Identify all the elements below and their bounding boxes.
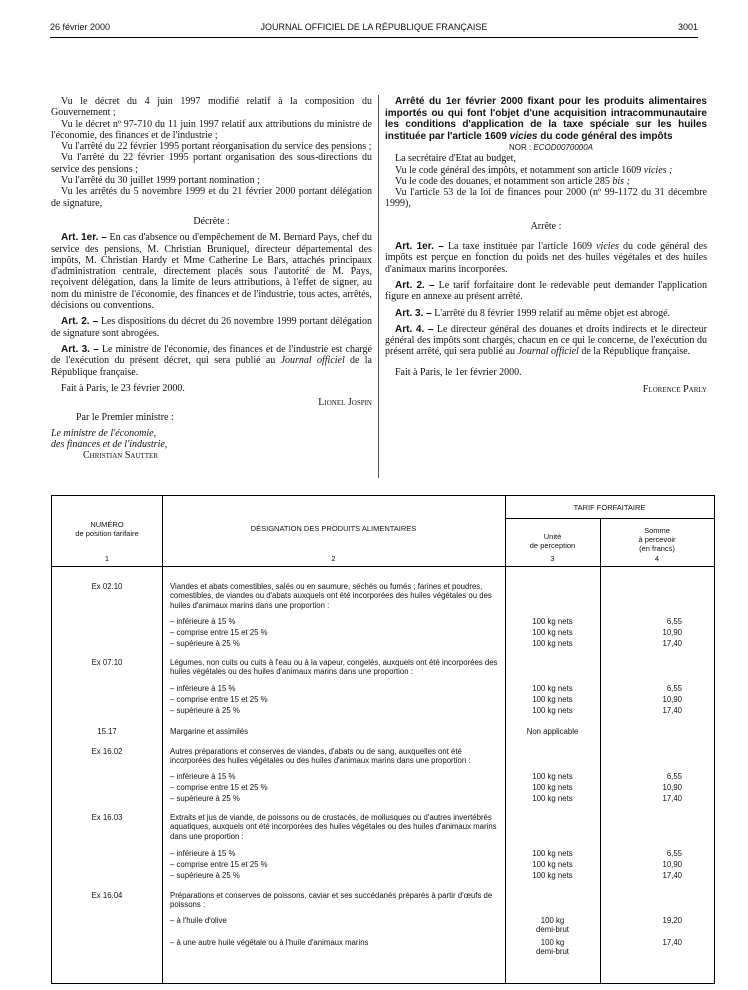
article-3 (51, 344, 372, 378)
unit: 100 kg nets (532, 639, 573, 648)
row-inf: – inférieure à 15 % (170, 772, 236, 781)
unit: 100 kg nets (532, 695, 573, 704)
intro: La secrétaire d'Etat au budget, (395, 153, 516, 165)
row-sup: – supérieure à 25 % (170, 706, 240, 715)
article-text: L'arrêté du 8 février 1999 relatif au même objet est abrogé. (434, 307, 671, 319)
signature-premier-ministre: Lionel Jospin (318, 397, 372, 409)
unit: 100 kg nets (532, 684, 573, 693)
table-hline (505, 518, 714, 519)
fait-a-paris: Fait à Paris, le 23 février 2000. (61, 382, 185, 394)
product-designation: Margarine et assimilés (170, 727, 248, 736)
table-vline (600, 496, 601, 983)
product-designation: Préparations et conserves de poissons, caviar et ses succédanés préparés à partir d'œufs de poissons : (170, 891, 493, 910)
row-autre: – à une autre huile végétale ou à l'huile d'animaux marins (170, 938, 369, 947)
table-header-rule (52, 566, 714, 567)
unit: 100 kg nets (532, 871, 573, 880)
row-sup: – supérieure à 25 % (170, 794, 240, 803)
visa: Vu le décret du 4 juin 1997 modifié relatif à la composition du Gouvernement ; (51, 96, 372, 119)
article-text: Le tarif forfaitaire dont le redevable peut demander l'application figure en annexe au présent arrêté. (385, 279, 708, 303)
article-label: Art. 1er. – (395, 241, 444, 253)
arrete-heading: Arrête : (530, 220, 562, 232)
article-label: Art. 2. – (395, 279, 435, 291)
unit (505, 916, 600, 935)
visa: Vu le décret nº 97-710 du 11 juin 1997 relatif aux attributions du ministre de l'économie, des finances et de l'industrie ; (51, 118, 372, 141)
visa-text: Vu le code des douanes, et notamment son article 285 (395, 175, 613, 187)
header-text: à percevoir (638, 535, 676, 544)
amount: 6,55 (666, 617, 682, 626)
col-number-3: 3 (550, 554, 555, 563)
decrete-heading: Décrète : (193, 215, 230, 227)
header-rule (50, 37, 698, 38)
article-4 (385, 324, 707, 358)
unit (505, 938, 600, 957)
right-column (385, 96, 707, 395)
row-sup: – supérieure à 25 % (170, 639, 240, 648)
left-column (51, 96, 372, 462)
journal-name: Journal officiel (517, 346, 579, 358)
row-sup: – supérieure à 25 % (170, 871, 240, 880)
row-olive: – à l'huile d'olive (170, 916, 227, 925)
article-label: Art. 2. – (61, 316, 99, 328)
header-tarif: TARIF FORFAITAIRE (573, 503, 646, 512)
article-text: En cas d'absence ou d'empêchement de M. Bernard Pays, chef du service des pensions, M. Christian Bruniquel, directeur départemental des impôts, M. Christian Hardy et Mme Catherine Le Bars, attachés principaux d'administration centrale, directement placés sous l'autorité de M. Pays, reçoivent délégation, dans la limite de leurs attributions, à l'effet de signer, au nom du ministre de l'économie, des finances et de l'industrie, tous actes, arrêtés, décisions ou conventions. (51, 232, 372, 312)
unit-text: demi-brut (536, 947, 569, 957)
table-vline (162, 496, 163, 983)
unit-text: demi-brut (536, 925, 569, 935)
header-text: NUMÉRO (90, 520, 124, 529)
tariff-table (51, 495, 715, 984)
amount: 6,55 (666, 772, 682, 781)
amount: 10,90 (662, 628, 682, 637)
unit: 100 kg nets (532, 772, 573, 781)
table-vline (505, 496, 506, 983)
unit: 100 kg nets (532, 617, 573, 626)
nor-label: NOR : (508, 143, 534, 152)
visa (385, 176, 707, 187)
article-label: Art. 3. – (61, 343, 99, 355)
amount: 10,90 (662, 860, 682, 869)
header-text: de position tarifaire (75, 529, 139, 538)
unit: Non applicable (526, 727, 579, 736)
header-designation: DÉSIGNATION DES PRODUITS ALIMENTAIRES (250, 524, 417, 533)
header-page-number: 3001 (677, 22, 698, 32)
header-journal-title: JOURNAL OFFICIEL DE LA RÉPUBLIQUE FRANÇAISE (260, 22, 488, 32)
position-code: Ex 02.10 (91, 582, 123, 591)
title-italic: vicies (509, 130, 538, 142)
article-3 (385, 308, 707, 319)
amount: 17,40 (662, 706, 682, 715)
header-text: Somme (644, 526, 670, 535)
header-somme (600, 526, 714, 553)
signature-ministre: Christian Sautter (83, 450, 159, 462)
product-designation: Légumes, non cuits ou cuits à l'eau ou à la vapeur, congelés, auxquels ont été incorporées des huiles végétales ou des huiles d'animaux marins dans une proportion : (170, 658, 498, 677)
col-number-1: 1 (104, 554, 110, 563)
visa: Vu l'arrêté du 30 juillet 1999 portant nomination ; (61, 175, 260, 187)
col-number-4: 4 (654, 554, 660, 563)
amount: 17,40 (662, 871, 682, 880)
visa: Vu les arrêtés du 5 novembre 1999 et du 21 février 2000 portant délégation de signature, (51, 186, 372, 209)
fait-a-paris: Fait à Paris, le 1er février 2000. (395, 366, 522, 378)
page-header (50, 22, 698, 36)
position-code: Ex 16.04 (91, 891, 123, 900)
unit-text: 100 kg (540, 938, 565, 947)
article-text: La taxe instituée par l'article 1609 (447, 241, 597, 253)
title-text: Arrêté du 1er février 2000 fixant pour les produits alimentaires importés ou qui font l'objet d'une acquisition intracommunautaire les conditions d'application de la taxe spéciale sur les huiles instituée par l'article 1609 (385, 96, 707, 142)
visa-text: Vu le code général des impôts, et notamment son article 1609 (395, 164, 644, 176)
article-label: Art. 1er. – (61, 232, 107, 244)
visa: Vu l'arrêté du 22 février 1995 portant organisation des sous-directions du service des pensions ; (51, 152, 372, 175)
visa-italic: bis ; (612, 175, 630, 187)
amount: 17,40 (662, 938, 682, 947)
position-code: 15.17 (97, 727, 117, 736)
article-2 (385, 280, 707, 303)
row-mid: – comprise entre 15 et 25 % (170, 860, 268, 869)
amount: 6,55 (666, 849, 682, 858)
amount: 17,40 (662, 639, 682, 648)
unit: 100 kg nets (532, 860, 573, 869)
visa-italic: vicies ; (643, 164, 673, 176)
column-separator (378, 95, 379, 478)
header-date: 26 février 2000 (50, 22, 111, 32)
article-2 (51, 316, 372, 339)
unit: 100 kg nets (532, 849, 573, 858)
article-text: de la République française. (51, 355, 372, 378)
nor-reference (385, 142, 707, 153)
unit-text: 100 kg (540, 916, 565, 925)
article-label: Art. 3. – (395, 307, 432, 319)
amount: 17,40 (662, 794, 682, 803)
row-mid: – comprise entre 15 et 25 % (170, 695, 268, 704)
amount: 10,90 (662, 783, 682, 792)
row-inf: – inférieure à 15 % (170, 617, 236, 626)
arrete-title (385, 96, 707, 142)
article-text: de la République française. (578, 346, 691, 358)
header-text: de perception (529, 541, 576, 550)
article-text: Le ministre de l'économie, des finances et de l'industrie est chargé de l'exécution du présent décret, qui sera publié au (51, 343, 372, 367)
minister-title-1: Le ministre de l'économie, (51, 427, 157, 439)
visa (385, 165, 707, 176)
amount: 19,20 (662, 916, 682, 925)
minister-title-2: des finances et de l'industrie, (51, 439, 168, 451)
article-text: Les dispositions du décret du 26 novembre 1999 portant délégation de signature sont abrogées. (51, 316, 373, 339)
product-designation: Viandes et abats comestibles, salés ou en saumure, séchés ou fumés ; farines et poudres, comestibles, de viandes ou d'abats auxquels ont été incorporées des huiles végétales ou des huiles d'animaux marins dans une proportion : (170, 582, 492, 610)
par-le-premier-ministre: Par le Premier ministre : (76, 412, 174, 424)
signature-secretaire: Florence Parly (642, 384, 707, 396)
visa: Vu l'article 53 de la loi de finances pour 2000 (nº 99-1172 du 31 décembre 1999), (385, 187, 707, 210)
product-designation: Extraits et jus de viande, de poissons ou de crustacés, de mollusques ou d'autres invertébrés aquatiques, auxquels ont été incorporées des huiles végétales ou des huiles d'animaux marins dans une proportion : (170, 813, 497, 841)
row-inf: – inférieure à 15 % (170, 684, 236, 693)
header-numero (52, 520, 162, 538)
product-designation: Autres préparations et conserves de viandes, d'abats ou de sang, auxquelles ont été incorporées des huiles végétales ou des huiles d'animaux marins dans une proportion : (170, 747, 471, 766)
visa: Vu l'arrêté du 22 février 1995 portant réorganisation du service des pensions ; (61, 141, 372, 153)
article-italic: vicies (596, 241, 619, 253)
title-text: du code général des impôts (537, 130, 673, 142)
position-code: Ex 16.03 (91, 813, 123, 822)
unit: 100 kg nets (532, 794, 573, 803)
unit: 100 kg nets (532, 706, 573, 715)
journal-name: Journal officiel (280, 355, 345, 367)
article-text: du code général des impôts est perçue en fonction du poids net des huiles végétales et des huiles d'animaux marins incorporées. (385, 241, 707, 275)
header-text: Unité (543, 532, 562, 541)
row-mid: – comprise entre 15 et 25 % (170, 628, 268, 637)
nor-code: ECOD0070000A (533, 143, 594, 152)
position-code: Ex 16.02 (91, 747, 123, 756)
row-inf: – inférieure à 15 % (170, 849, 236, 858)
row-mid: – comprise entre 15 et 25 % (170, 783, 268, 792)
header-text: (en francs) (639, 544, 675, 553)
position-code: Ex 07.10 (91, 658, 123, 667)
article-text: Le directeur général des douanes et droits indirects et le directeur général des impôts sont chargés, chacun en ce qui le concerne, de l'exécution du présent arrêté, qui sera publié au (385, 323, 708, 358)
article-label: Art. 4. – (395, 323, 434, 335)
header-unite (505, 532, 600, 550)
col-number-2: 2 (331, 554, 336, 563)
article-1 (51, 232, 372, 311)
amount: 10,90 (662, 695, 682, 704)
unit: 100 kg nets (532, 628, 573, 637)
unit: 100 kg nets (532, 783, 573, 792)
article-1 (385, 241, 707, 275)
amount: 6,55 (666, 684, 682, 693)
